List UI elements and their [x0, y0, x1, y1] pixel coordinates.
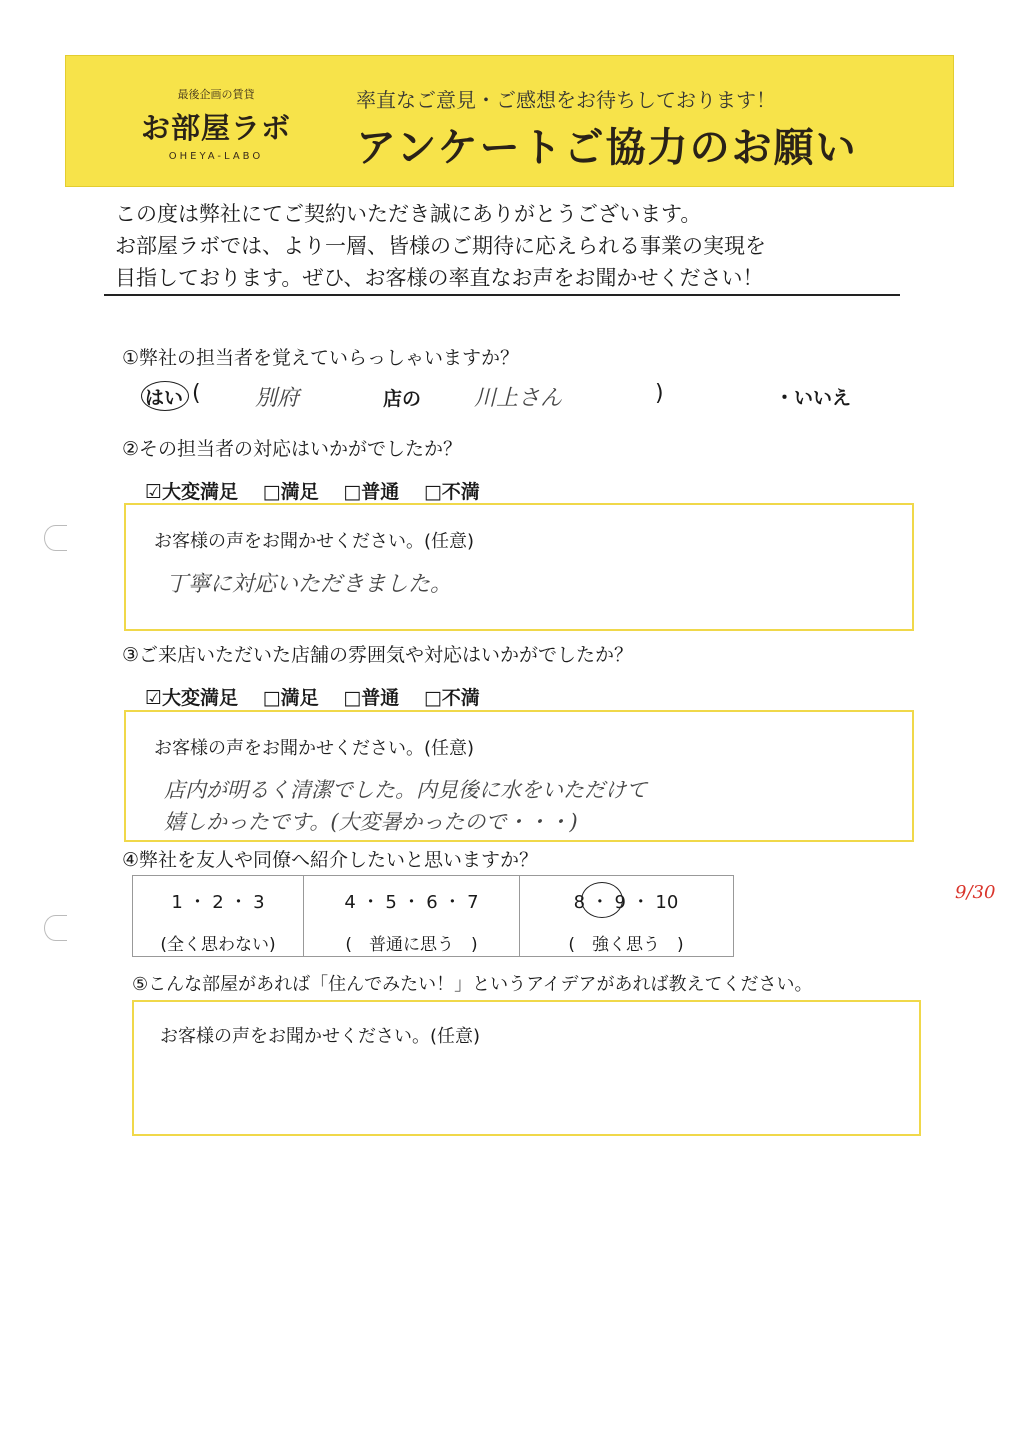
logo-tagline: 最後企画の賃貸 — [177, 88, 255, 101]
q1-yes-circle — [141, 381, 189, 411]
intro-line-1: この度は弊社にてご契約いただき誠にありがとうございます。 — [115, 202, 702, 226]
q4-question: ④弊社を友人や同僚へ紹介したいと思いますか？ — [122, 849, 539, 871]
q2-option-normal[interactable]: □普通 — [343, 481, 400, 503]
q3-option-dissatisfied[interactable]: □不満 — [423, 687, 480, 709]
q2-answer-handwritten: 丁寧に対応いただきました。 — [166, 572, 453, 597]
margin-note: 9/30 — [955, 882, 996, 903]
q5-question: ⑤こんな部屋があれば「住んでみたい！」というアイデアがあれば教えてください。 — [132, 974, 813, 995]
q2-question: ②その担当者の対応はいかがでしたか？ — [122, 438, 463, 460]
punch-hole-bottom — [44, 915, 67, 941]
q3-answer-handwritten-1: 店内が明るく清潔でした。内見後に水をいただけて — [164, 778, 647, 802]
q1-store-label: 店の — [383, 388, 422, 410]
rating-selected-circle — [581, 882, 623, 918]
q2-option-dissatisfied[interactable]: □不満 — [423, 481, 480, 503]
q1-staff-handwritten: 川上さん — [474, 386, 563, 411]
rating-cell-low[interactable] — [133, 876, 304, 956]
rating-nums-mid: 4 ・ 5 ・ 6 ・ 7 — [344, 892, 479, 913]
header-banner — [65, 55, 954, 187]
q5-box-label: お客様の声をお聞かせください。(任意) — [160, 1026, 481, 1047]
q1-open-paren: ( — [192, 381, 201, 406]
q3-option-normal[interactable]: □普通 — [343, 687, 400, 709]
q1-yes: はい — [145, 387, 184, 409]
q1-store-handwritten: 別府 — [255, 386, 300, 411]
rating-label-high: ( 強く思う ) — [568, 935, 684, 955]
q3-question: ③ご来店いただいた店舗の雰囲気や対応はいかがでしたか？ — [122, 644, 634, 666]
q2-comment-box[interactable] — [124, 503, 914, 631]
q1-question: ①弊社の担当者を覚えていらっしゃいますか？ — [122, 347, 520, 369]
q3-comment-box[interactable] — [124, 710, 914, 842]
logo: お部屋ラボ — [140, 111, 291, 145]
logo-subtext: OHEYA-LABO — [168, 151, 264, 162]
rating-label-low: (全く思わない) — [160, 935, 276, 955]
q1-close-paren: ) — [655, 381, 664, 406]
q2-box-label: お客様の声をお聞かせください。(任意) — [154, 531, 475, 552]
intro-line-2: お部屋ラボでは、より一層、皆様のご期待に応えられる事業の実現を — [115, 234, 766, 258]
rating-nums-low: 1 ・ 2 ・ 3 — [171, 892, 265, 913]
q3-answer-handwritten-2: 嬉しかったです。(大変暑かったので・・・) — [164, 810, 578, 834]
q3-option-very-satisfied[interactable]: ☑大変満足 — [145, 687, 239, 709]
rating-label-mid: ( 普通に思う ) — [345, 935, 478, 955]
q5-comment-box[interactable] — [132, 1000, 921, 1136]
q4-rating-table — [132, 875, 734, 957]
q2-option-satisfied[interactable]: □満足 — [262, 481, 319, 503]
rating-cell-mid[interactable] — [304, 876, 520, 956]
rating-nums-high: 8 ・ 9 ・ 10 — [573, 892, 679, 913]
q3-box-label: お客様の声をお聞かせください。(任意) — [154, 738, 475, 759]
punch-hole-top — [44, 525, 67, 551]
q2-options — [145, 477, 498, 504]
page-title: アンケートご協力のお願い — [356, 125, 858, 171]
q2-option-very-satisfied[interactable]: ☑大変満足 — [145, 481, 239, 503]
q1-no: ・いいえ — [775, 387, 852, 409]
intro-divider — [104, 294, 900, 296]
header-subtitle: 率直なご意見・ご感想をお待ちしております！ — [356, 88, 776, 112]
q3-options — [145, 683, 498, 710]
intro-line-3: 目指しております。ぜひ、お客様の率直なお声をお聞かせください！ — [115, 266, 764, 290]
q3-option-satisfied[interactable]: □満足 — [262, 687, 319, 709]
rating-cell-high[interactable] — [520, 876, 732, 956]
